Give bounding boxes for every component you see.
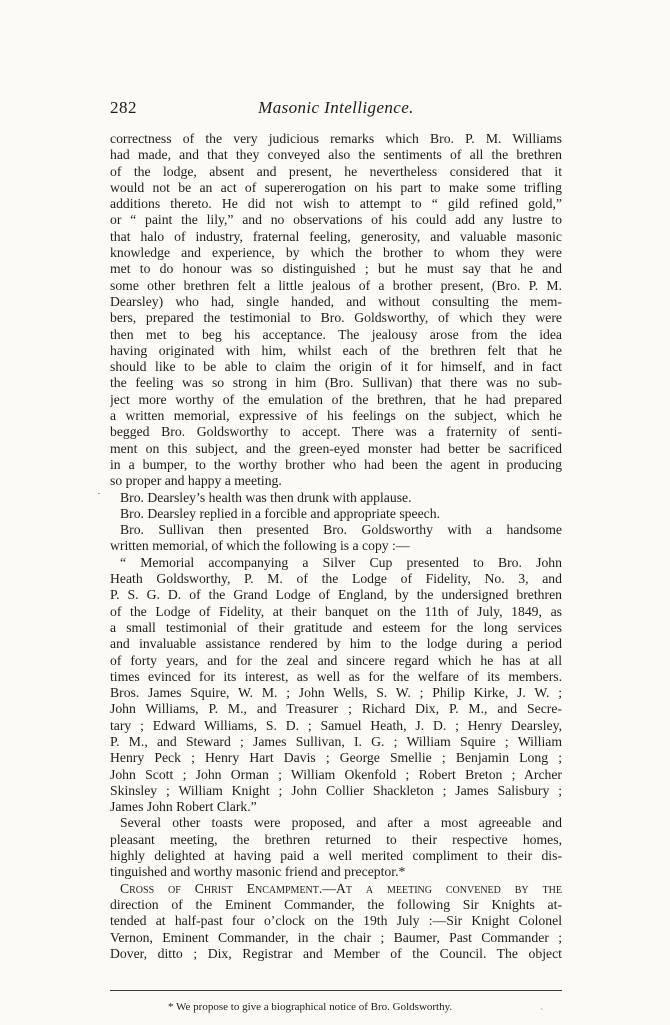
footnote: * We propose to give a biographical notice of Bro. Goldsworthy. bbox=[168, 1001, 453, 1013]
text-line: Bro. Dearsley’s health was then drunk with applause. bbox=[120, 489, 412, 505]
running-title: Masonic Intelligence. bbox=[258, 98, 414, 117]
text-line: Dearsley) who had, single handed, and without consulting the mem- bbox=[110, 293, 562, 309]
text-line: of the Lodge of Fidelity, at their banquet on the 11th of July, 1849, as bbox=[110, 603, 562, 619]
text-line: met to do honour was so distinguished ; but he must say that he and bbox=[110, 261, 562, 277]
text-line: that halo of industry, fraternal feeling, generosity, and valuable masonic bbox=[110, 228, 562, 244]
margin-speck: · bbox=[97, 488, 101, 500]
margin-speck: ˋ bbox=[540, 1008, 544, 1019]
text-line: had made, and that they conveyed also the sentiments of all the brethren bbox=[110, 147, 562, 163]
running-head bbox=[110, 98, 562, 120]
text-line: tary ; Edward Williams, S. D. ; Samuel Heath, J. D. ; Henry Dearsley, bbox=[110, 717, 562, 733]
text-line: some other brethren felt a little jealous of a brother present, (Bro. P. M. bbox=[110, 277, 562, 293]
text-line: tinguished and worthy masonic friend and preceptor.* bbox=[110, 864, 406, 880]
text-line: bers, prepared the testimonial to Bro. Goldsworthy, of which they were bbox=[110, 310, 562, 326]
text-line: a small testimonial of their gratitude and esteem for the long services bbox=[110, 619, 562, 635]
text-line: Skinsley ; William Knight ; John Collier Shackleton ; James Salisbury ; bbox=[110, 782, 562, 798]
text-line: additions thereto. He did not wish to attempt to “ gild refined gold,” bbox=[110, 196, 562, 212]
text-line: ject more worthy of the emulation of the brethren, that he had prepared bbox=[110, 391, 562, 407]
text-line: tended at half-past four o’clock on the 19th July :—Sir Knight Colonel bbox=[110, 913, 562, 929]
text-line: and invaluable assistance rendered by him to the lodge during a period bbox=[110, 636, 562, 652]
text-line: Dover, ditto ; Dix, Registrar and Member of the Council. The object bbox=[110, 945, 562, 961]
text-line: the feeling was so strong in him (Bro. Sullivan) that there was no sub- bbox=[110, 375, 562, 391]
text-line: a written memorial, expressive of his feelings on the subject, which he bbox=[110, 408, 562, 424]
text-line: then met to beg his acceptance. The jealousy arose from the idea bbox=[110, 326, 562, 342]
text-line: should like to be able to claim the origin of it for himself, and in fact bbox=[110, 359, 562, 375]
text-line: direction of the Eminent Commander, the following Sir Knights at- bbox=[110, 896, 562, 912]
text-line: Heath Goldsworthy, P. M. of the Lodge of Fidelity, No. 3, and bbox=[110, 571, 562, 587]
text-line: having originated with him, whilst each of the brethren felt that he bbox=[110, 342, 562, 358]
page-number: 282 bbox=[110, 98, 137, 117]
text-line: correctness of the very judicious remarks which Bro. P. M. Williams bbox=[110, 131, 562, 146]
text-line: highly delighted at having paid a well merited compliment to their dis- bbox=[110, 848, 562, 864]
footnote-divider bbox=[110, 990, 562, 991]
body-text bbox=[110, 131, 562, 962]
text-line: ment on this subject, and the green-eyed monster had better be sacrificed bbox=[110, 440, 562, 456]
text-line: Vernon, Eminent Commander, in the chair ; Baumer, Past Commander ; bbox=[110, 929, 562, 945]
text-line: pleasant meeting, the brethren returned to their respective homes, bbox=[110, 831, 562, 847]
text-line: of the lodge, absent and present, he nevertheless considered that it bbox=[110, 163, 562, 179]
text-line: or “ paint the lily,” and no observations of his could add any lustre to bbox=[110, 212, 562, 228]
text-line: Bro. Sullivan then presented Bro. Goldsworthy with a handsome bbox=[120, 522, 562, 538]
text-line: Cross of Christ Encampment.—At a meeting convened by the bbox=[120, 880, 562, 896]
text-line: Bro. Dearsley replied in a forcible and appropriate speech. bbox=[120, 505, 440, 521]
text-line: P. M., and Steward ; James Sullivan, I. G. ; William Squire ; William bbox=[110, 733, 562, 749]
text-line: knowledge and experience, by which the brother to whom they were bbox=[110, 245, 562, 261]
text-line: P. S. G. D. of the Grand Lodge of England, by the undersigned brethren bbox=[110, 587, 562, 603]
text-line: John Scott ; John Orman ; William Okenfold ; Robert Breton ; Archer bbox=[110, 766, 562, 782]
text-line: of forty years, and for the zeal and sincere regard which he has at all bbox=[110, 652, 562, 668]
text-line: Bros. James Squire, W. M. ; John Wells, S. W. ; Philip Kirke, J. W. ; bbox=[110, 685, 562, 701]
text-line: John Williams, P. M., and Treasurer ; Richard Dix, P. M., and Secre- bbox=[110, 701, 562, 717]
text-line: Henry Peck ; Henry Hart Davis ; George Smellie ; Benjamin Long ; bbox=[110, 750, 562, 766]
text-line: “ Memorial accompanying a Silver Cup presented to Bro. John bbox=[120, 554, 562, 570]
text-line: Several other toasts were proposed, and after a most agreeable and bbox=[120, 815, 562, 831]
text-line: begged Bro. Goldsworthy to accept. There was a fraternity of senti- bbox=[110, 424, 562, 440]
text-line: James John Robert Clark.” bbox=[110, 799, 257, 815]
text-line: so proper and happy a meeting. bbox=[110, 473, 282, 489]
text-line: times evinced for its interest, as well as for the welfare of its members. bbox=[110, 668, 562, 684]
text-line: in a bumper, to the worthy brother who had been the agent in producing bbox=[110, 456, 562, 472]
text-line: would not be an act of supererogation on his part to make some trifling bbox=[110, 179, 562, 195]
text-line: written memorial, of which the following is a copy :— bbox=[110, 538, 410, 554]
